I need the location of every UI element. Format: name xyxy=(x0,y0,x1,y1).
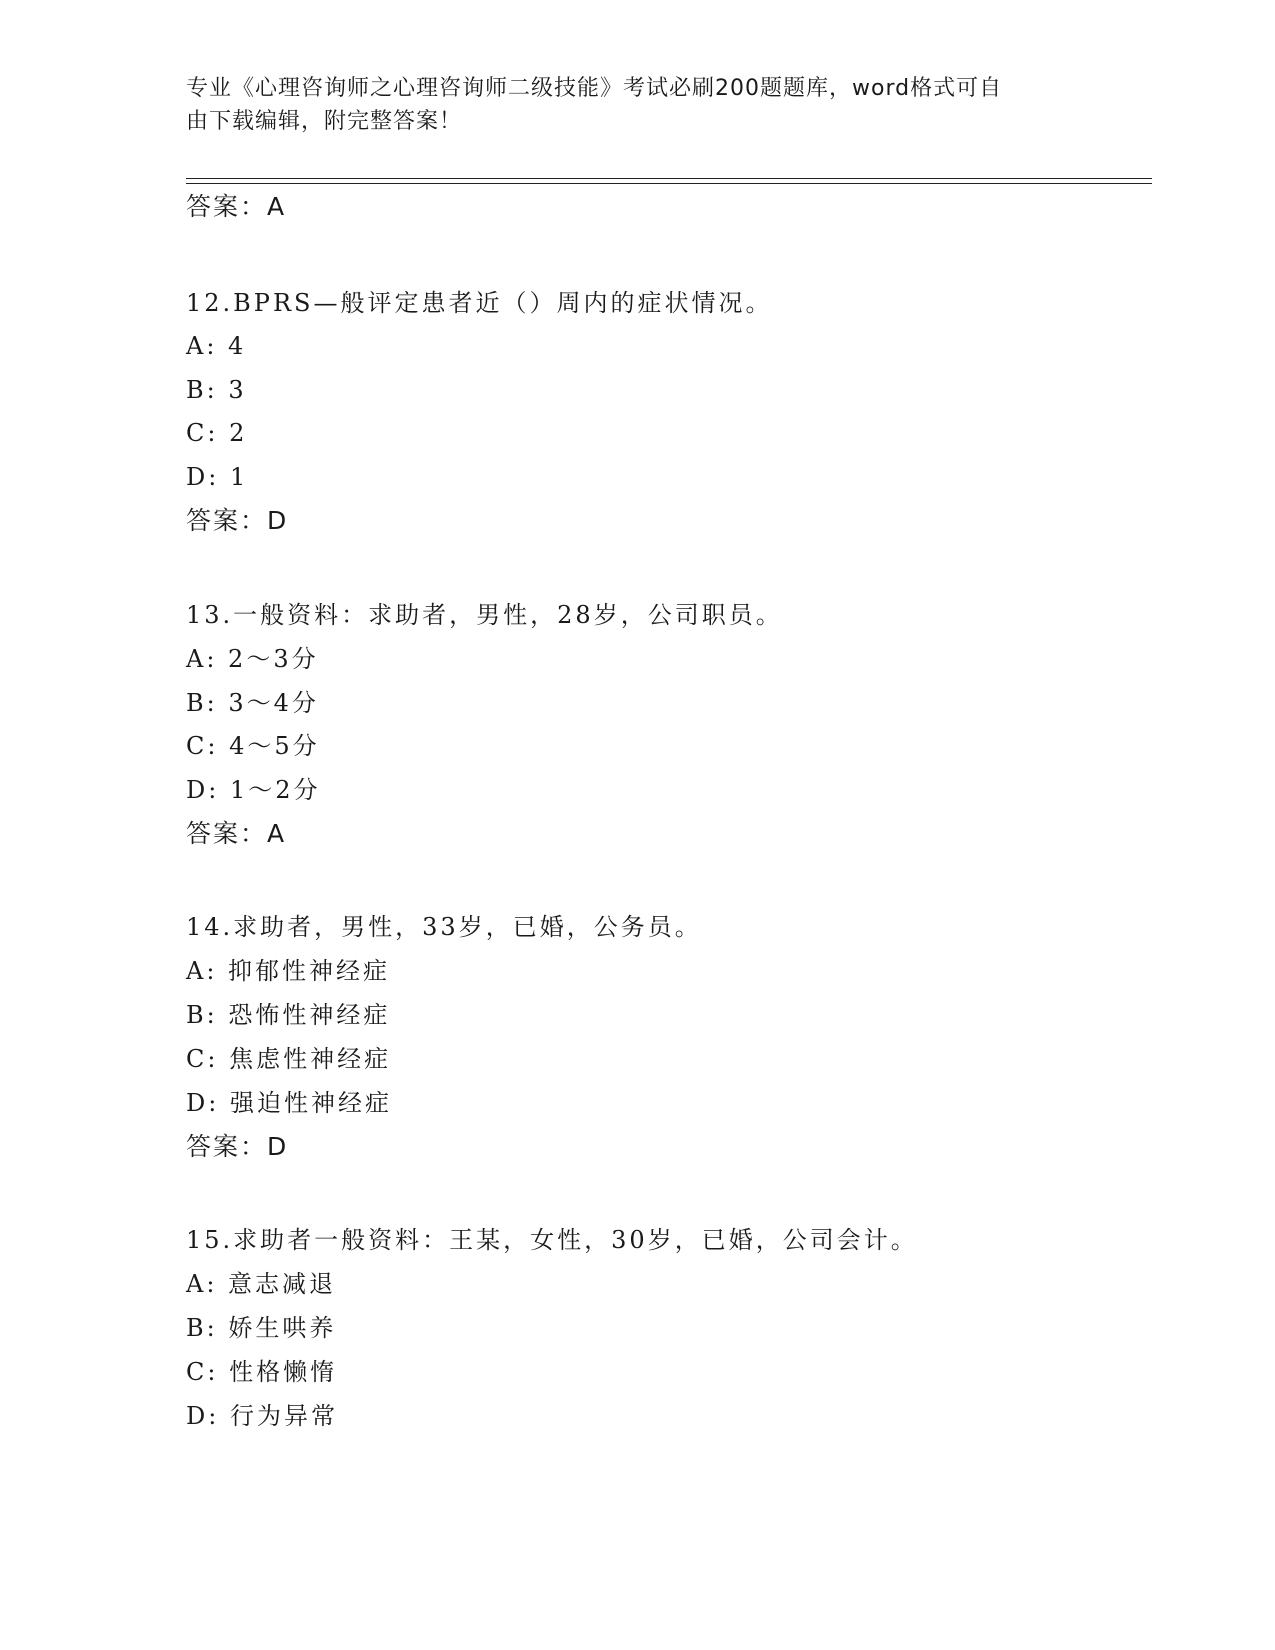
answer-line: 答案：A xyxy=(186,819,287,848)
answer-line: 答案：A xyxy=(186,192,287,221)
option-b: B: 3 xyxy=(186,376,247,404)
header-divider-bottom xyxy=(186,183,1152,184)
option-a: A: 2～3分 xyxy=(186,645,319,673)
option-c: C: 性格懒惰 xyxy=(186,1358,338,1386)
header-line-1: 专业《心理咨询师之心理咨询师二级技能》考试必刷200题题库，word格式可自 xyxy=(186,76,1003,101)
option-d: D: 行为异常 xyxy=(186,1402,338,1430)
option-d: D: 强迫性神经症 xyxy=(186,1089,392,1117)
question-stem: 12.BPRS—般评定患者近（）周内的症状情况。 xyxy=(186,289,773,317)
option-b: B: 3～4分 xyxy=(186,689,319,717)
answer-line: 答案：D xyxy=(186,506,289,535)
header-divider-top xyxy=(186,178,1152,179)
option-a: A: 抑郁性神经症 xyxy=(186,957,391,985)
header-line-2: 由下载编辑，附完整答案！ xyxy=(186,109,463,134)
option-b: B: 恐怖性神经症 xyxy=(186,1001,391,1029)
question-stem: 14.求助者，男性，33岁，已婚，公务员。 xyxy=(186,913,702,941)
option-a: A: 4 xyxy=(186,332,247,360)
option-a: A: 意志减退 xyxy=(186,1270,337,1298)
option-c: C: 焦虑性神经症 xyxy=(186,1045,392,1073)
question-stem: 15.求助者一般资料：王某，女性，30岁，已婚，公司会计。 xyxy=(186,1226,918,1254)
option-b: B: 娇生哄养 xyxy=(186,1314,337,1342)
option-c: C: 2 xyxy=(186,419,248,447)
answer-line: 答案：D xyxy=(186,1132,289,1161)
document-header xyxy=(186,72,1066,138)
option-d: D: 1～2分 xyxy=(186,776,321,804)
option-d: D: 1 xyxy=(186,463,249,491)
option-c: C: 4～5分 xyxy=(186,732,320,760)
question-stem: 13.一般资料：求助者，男性，28岁，公司职员。 xyxy=(186,601,783,629)
